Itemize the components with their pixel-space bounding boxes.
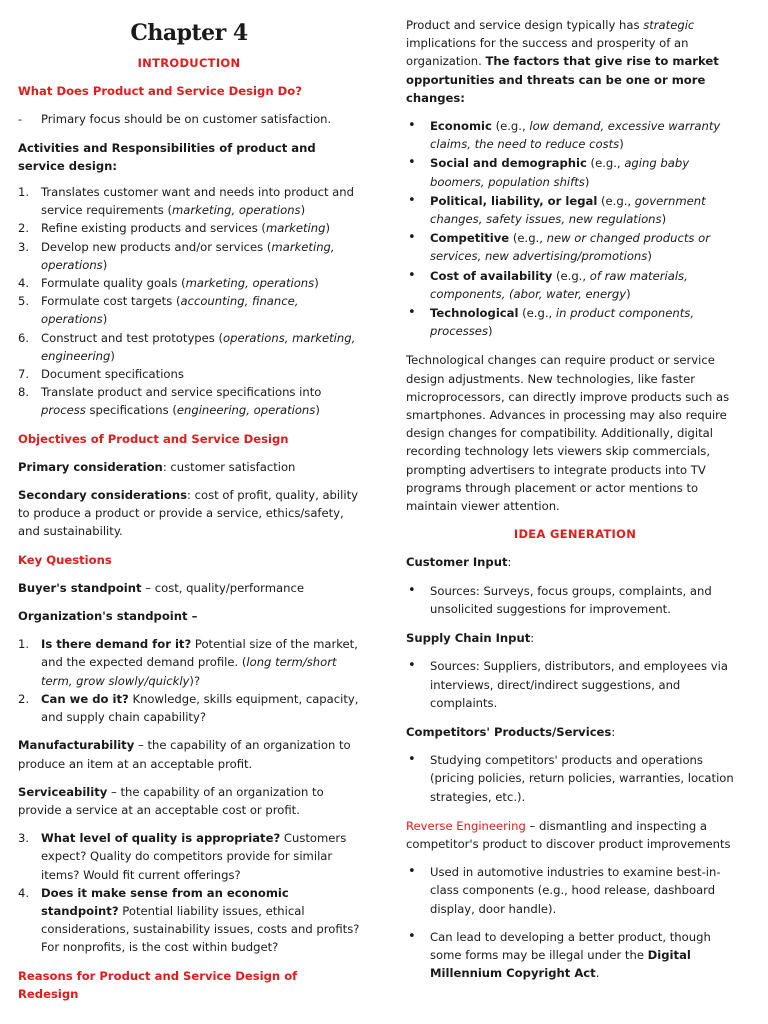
reverse-engineering-definition: Reverse Engineering – dismantling and inspecting a competitor's product to discover product improvements bbox=[406, 818, 731, 851]
questions-list-a bbox=[18, 635, 360, 726]
supply-chain-list bbox=[406, 657, 744, 712]
list-item: 2. Can we do it? Knowledge, skills equipment, capacity, and supply chain capability? bbox=[18, 691, 359, 725]
what-does-design-do-heading: What Does Product and Service Design Do? bbox=[18, 84, 302, 99]
list-item: • Can lead to developing a better product, though some forms may be illegal under the Digital Millennium Copyright Act. bbox=[408, 928, 711, 981]
list-item: 4. Formulate quality goals (marketing, operations) bbox=[18, 276, 319, 291]
reasons-heading: Reasons for Product and Service Design of Redesign bbox=[18, 968, 298, 1001]
list-item: 5. Formulate cost targets (accounting, finance, operations) bbox=[18, 294, 299, 327]
list-item: • Studying competitors' products and operations (pricing policies, return policies, warranties, location strategies, etc.). bbox=[408, 752, 734, 804]
left-column bbox=[18, 0, 360, 1003]
competitors-heading: Competitors' Products/Services: bbox=[406, 724, 616, 739]
reverse-engineering-list bbox=[406, 863, 744, 982]
list-item: 2. Refine existing products and services (marketing) bbox=[18, 221, 330, 236]
strategic-intro: Product and service design typically has strategic implications for the success and prosperity of an organization. The factors that give rise to market opportunities and threats can be one or more changes: bbox=[406, 18, 719, 105]
primary-consideration: Primary consideration: customer satisfaction bbox=[18, 459, 296, 474]
competitors-list bbox=[406, 751, 744, 806]
secondary-considerations: Secondary considerations: cost of profit, quality, ability to produce a product or provide a service, ethics/safety, and sustainability. bbox=[18, 488, 358, 539]
activities-list bbox=[18, 183, 360, 420]
list-item: • Social and demographic (e.g., aging baby boomers, population shifts) bbox=[408, 155, 690, 189]
list-item: 7. Document specifications bbox=[18, 367, 184, 382]
list-item: 8. Translate product and service specifications into process specifications (engineering, operations) bbox=[18, 385, 322, 418]
customer-input-heading: Customer Input: bbox=[406, 555, 512, 570]
list-item: • Political, liability, or legal (e.g., government changes, safety issues, new regulations) bbox=[408, 192, 706, 227]
list-item: 6. Construct and test prototypes (operations, marketing, engineering) bbox=[18, 330, 356, 363]
list-item: 1. Is there demand for it? Potential size of the market, and the expected demand profile. (long term/short term, grow slowly/quickly)? bbox=[18, 637, 358, 688]
list-item: • Economic (e.g., low demand, excessive warranty claims, the need to reduce costs) bbox=[408, 118, 721, 152]
objectives-heading: Objectives of Product and Service Design bbox=[18, 431, 289, 446]
technological-paragraph: Technological changes can require product or service design adjustments. New technologies, like faster microprocessors, can directly improve products such as smartphones. Advances in processing may also require design changes for compatibility. Additionally, digital recording technology lets viewers skip commercials, prompting advertisers to integrate products into TV programs through placement or actor mentions to maintain viewer attention. bbox=[406, 353, 730, 514]
list-item: • Sources: Surveys, focus groups, complaints, and unsolicited suggestions for improvement. bbox=[408, 582, 712, 616]
list-item: • Used in automotive industries to examine best-in-class components (e.g., hood release, dashboard display, door handle). bbox=[408, 864, 721, 916]
list-item: • Sources: Suppliers, distributors, and employees via interviews, direct/indirect suggestions, and complaints. bbox=[408, 658, 728, 710]
key-questions-heading: Key Questions bbox=[18, 552, 112, 567]
idea-generation-heading: IDEA GENERATION bbox=[513, 527, 637, 542]
buyers-standpoint: Buyer's standpoint – cost, quality/performance bbox=[18, 580, 304, 595]
serviceability-definition: Serviceability – the capability of an organization to provide a service at an acceptable cost or profit. bbox=[18, 784, 324, 817]
primary-focus-item: - Primary focus should be on customer satisfaction. bbox=[18, 112, 332, 127]
list-item: 3. Develop new products and/or services (marketing, operations) bbox=[18, 239, 335, 272]
list-item: 1. Translates customer want and needs into product and service requirements (marketing, operations) bbox=[18, 185, 354, 218]
list-item: • Competitive (e.g., new or changed products or services, new advertising/promotions) bbox=[408, 230, 710, 264]
supply-chain-heading: Supply Chain Input: bbox=[406, 631, 535, 646]
introduction-heading: INTRODUCTION bbox=[137, 56, 241, 70]
activities-heading: Activities and Responsibilities of product and service design: bbox=[18, 140, 316, 173]
questions-list-b bbox=[18, 829, 360, 956]
factors-list bbox=[406, 117, 744, 340]
customer-input-list bbox=[406, 582, 744, 618]
list-item: • Cost of availability (e.g., of raw materials, components, (abor, water, energy) bbox=[408, 267, 688, 301]
list-item: 4. Does it make sense from an economic standpoint? Potential liability issues, ethical considerations, sustainability issues, costs and profits? For nonprofits, is the cost within budget? bbox=[18, 885, 360, 955]
list-item: 3. What level of quality is appropriate? Customers expect? Quality do competitors provide for similar items? Would fit current offerings? bbox=[18, 831, 347, 882]
organization-standpoint: Organization's standpoint – bbox=[18, 609, 198, 624]
manufacturability-definition: Manufacturability – the capability of an organization to produce an item at an acceptable profit. bbox=[18, 738, 351, 771]
chapter-title: Chapter 4 bbox=[130, 20, 248, 46]
list-item: • Technological (e.g., in product components, processes) bbox=[408, 305, 695, 339]
right-column bbox=[406, 16, 744, 983]
